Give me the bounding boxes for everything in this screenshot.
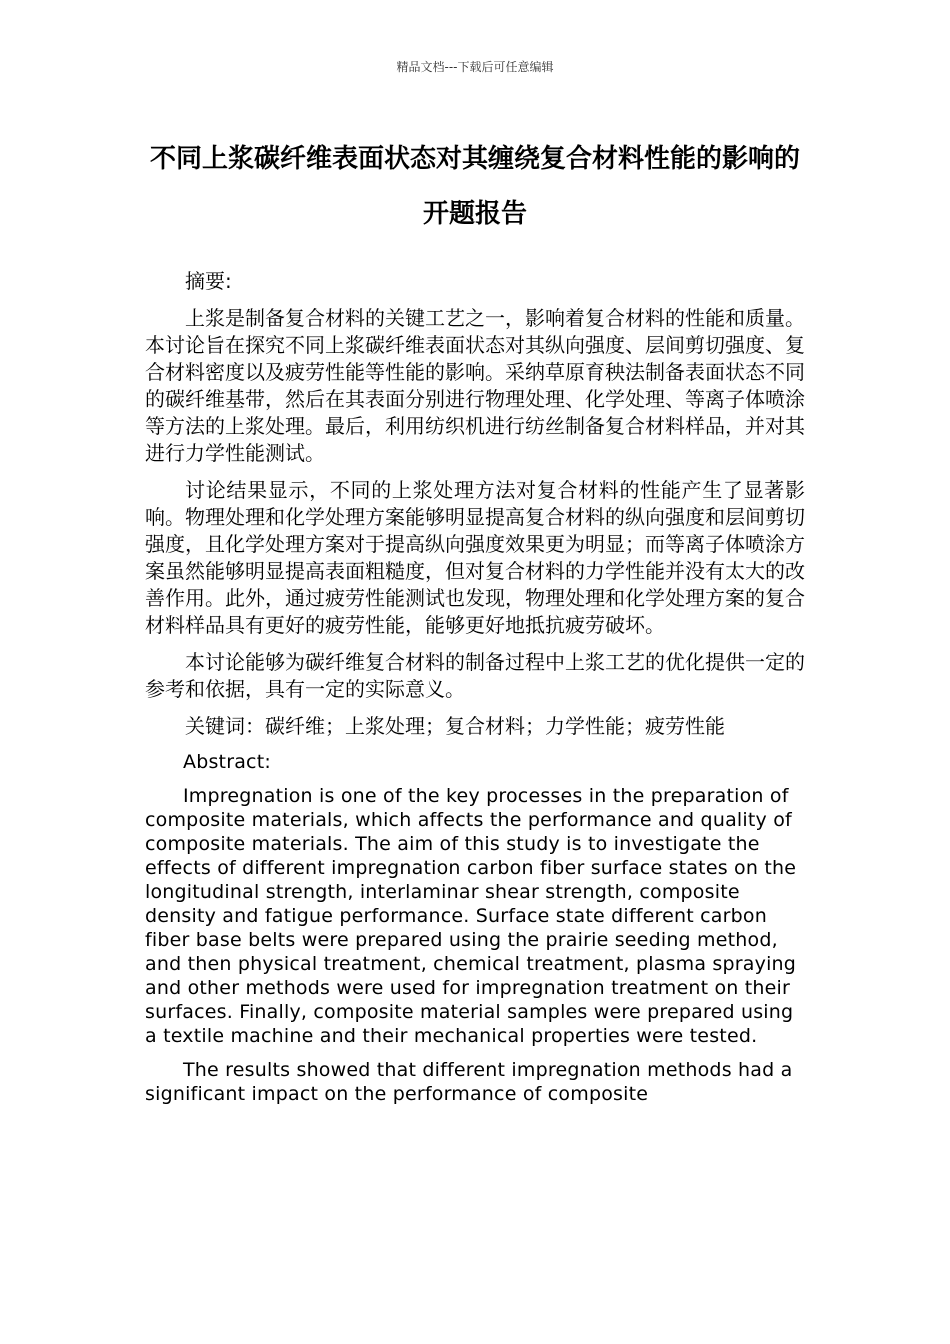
abstract-cn-paragraph-1: 上浆是制备复合材料的关键工艺之一，影响着复合材料的性能和质量。本讨论旨在探究不同上浆碳纤维表面状态对其纵向强度、层间剪切强度、复合材料密度以及疲劳性能等性能的影响。采纳草原育秧法制备表面状态不同的碳纤维基带，然后在其表面分别进行物理处理、化学处理、等离子体喷涂等方法的上浆处理。最后，利用纺织机进行纺丝制备复合材料样品，并对其进行力学性能测试。 [145,306,805,465]
abstract-en-paragraph-2: The results showed that different impregnation methods had a significant impact on the performance of composite [145,1059,793,1105]
abstract-cn-paragraph-3: 本讨论能够为碳纤维复合材料的制备过程中上浆工艺的优化提供一定的参考和依据，具有一定的实际意义。 [145,650,805,701]
abstract-cn-paragraph-2: 讨论结果显示，不同的上浆处理方法对复合材料的性能产生了显著影响。物理处理和化学处理方案能够明显提高复合材料的纵向强度和层间剪切强度，且化学处理方案对于提高纵向强度效果更为明显；而等离子体喷涂方案虽然能够明显提高表面粗糙度，但对复合材料的力学性能并没有太大的改善作用。此外，通过疲劳性能测试也发现，物理处理和化学处理方案的复合材料样品具有更好的疲劳性能，能够更好地抵抗疲劳破坏。 [145,478,805,637]
document-body [145,268,805,1116]
abstract-cn-heading: 摘要: [185,269,232,293]
abstract-en-heading: Abstract: [183,751,271,773]
keywords-cn: 关键词：碳纤维；上浆处理；复合材料；力学性能；疲劳性能 [185,714,725,738]
page-header: 精品文档---下载后可任意编辑 [396,60,554,74]
document-title: 不同上浆碳纤维表面状态对其缠绕复合材料性能的影响的开题报告 [149,144,800,229]
abstract-en-paragraph-1: Impregnation is one of the key processes in the preparation of composite materials, which affects the performance and quality of composite materials. The aim of this study is to investigate the effects of different impregnation carbon fiber surface states on the longitudinal strength, interlaminar shear strength, composite density and fatigue performance. Surface state different carbon fiber base belts were prepared using the prairie seeding method, and then physical treatment, chemical treatment, plasma spraying and other methods were used for impregnation treatment on their surfaces. Finally, composite material samples were prepared using a textile machine and their mechanical properties were tested. [145,785,797,1047]
